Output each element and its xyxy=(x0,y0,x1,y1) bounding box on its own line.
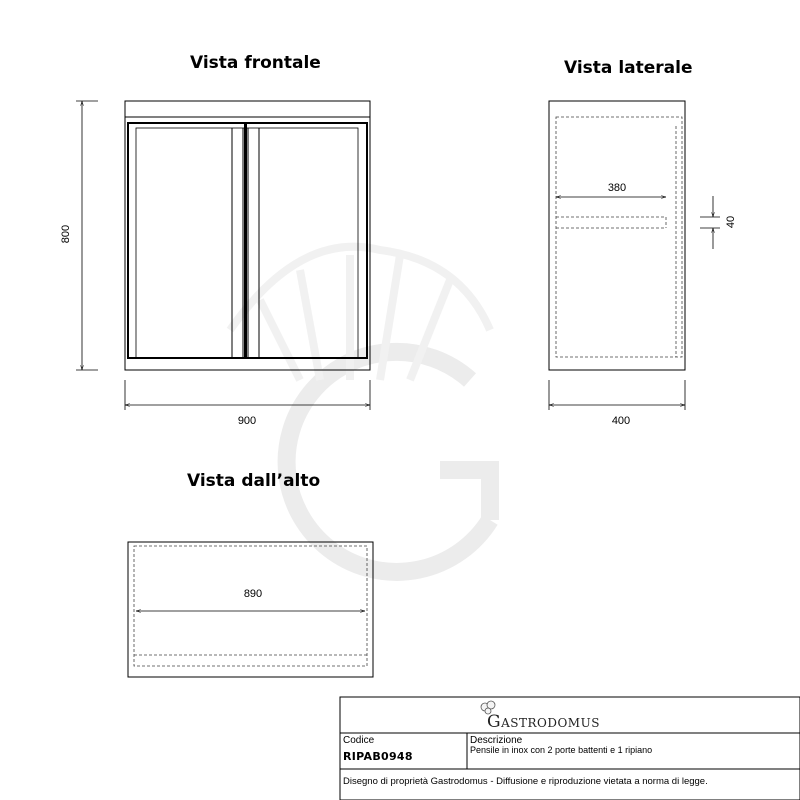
codice-label: Codice xyxy=(343,735,375,746)
codice-value: RIPAB0948 xyxy=(343,750,413,763)
front-width-dimension xyxy=(125,380,370,410)
front-width-label: 900 xyxy=(237,415,257,427)
top-view-outline xyxy=(128,542,373,677)
side-shelf-thickness-label: 40 xyxy=(725,215,737,229)
side-depth-label: 400 xyxy=(611,415,631,427)
top-view-title: Vista dall’alto xyxy=(187,471,321,491)
top-inner-width-label: 890 xyxy=(243,588,263,600)
front-height-dimension xyxy=(76,101,98,370)
side-view-title: Vista laterale xyxy=(564,58,693,78)
ownership-footer: Disegno di proprietà Gastrodomus - Diffusione e riproduzione vietata a norma di legge. xyxy=(343,776,708,787)
side-view-hidden-lines xyxy=(556,117,682,357)
front-height-label: 800 xyxy=(60,224,72,244)
brand-logo-text: Gastrodomus xyxy=(487,712,600,732)
front-view-outline xyxy=(125,101,370,370)
side-depth-dimension xyxy=(549,380,685,410)
front-view-title: Vista frontale xyxy=(190,53,321,73)
top-view-hidden-lines xyxy=(134,546,367,666)
side-view-outline xyxy=(549,101,685,370)
side-shelf-thickness-dimension xyxy=(700,196,720,249)
side-shelf-depth-label: 380 xyxy=(607,182,627,194)
descrizione-label: Descrizione xyxy=(470,735,523,746)
descrizione-value: Pensile in inox con 2 porte battenti e 1 ripiano xyxy=(470,745,653,755)
